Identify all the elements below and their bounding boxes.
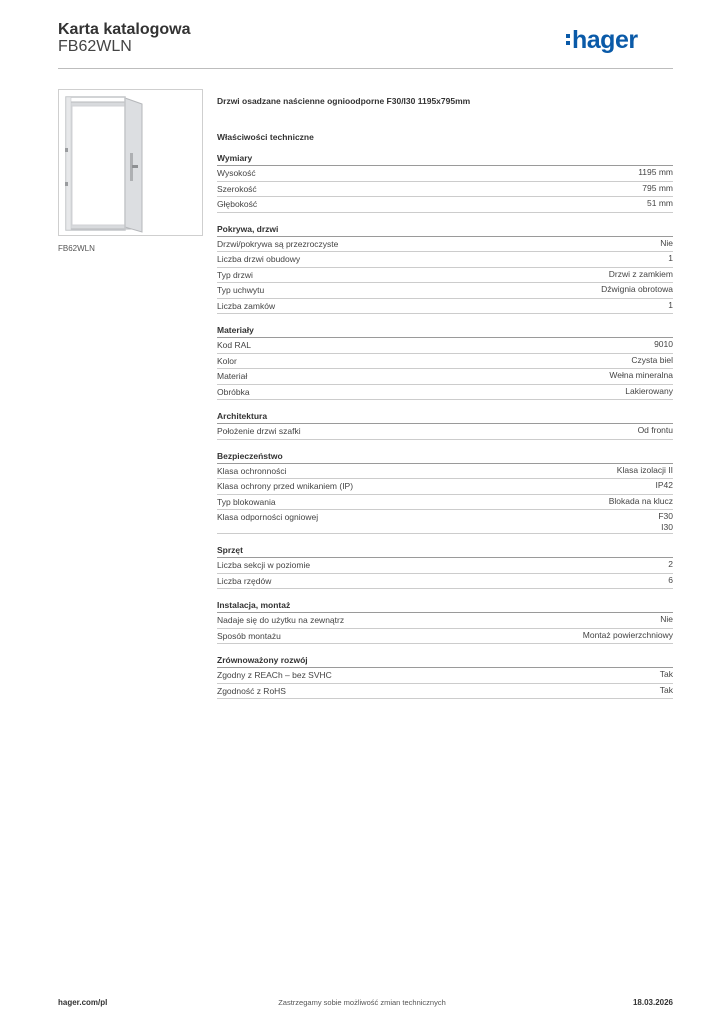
spec-value	[656, 479, 674, 494]
spec-row	[217, 268, 673, 284]
spec-row	[217, 369, 673, 385]
spec-groups	[217, 152, 673, 699]
spec-label: Drzwi/pokrywa są przezroczyste	[217, 238, 339, 249]
group-heading: Materiały	[217, 324, 673, 338]
spec-value	[647, 197, 673, 212]
spec-value-line: 6	[668, 574, 673, 585]
spec-row	[217, 464, 673, 480]
logo-text: hager	[572, 26, 638, 54]
spec-value	[625, 385, 673, 400]
spec-value-line: I30	[661, 522, 673, 532]
footer-notice: Zastrzegamy sobie możliwość zmian technicznych	[278, 998, 446, 1007]
spec-value-line: IP42	[655, 480, 673, 490]
spec-value	[660, 237, 673, 252]
spec-row	[217, 385, 673, 401]
spec-label: Nadaje się do użytku na zewnątrz	[217, 615, 345, 625]
spec-label: Liczba drzwi obudowy	[217, 254, 301, 264]
spec-group	[217, 152, 673, 213]
spec-value-line: Nie	[660, 237, 673, 248]
spec-row	[217, 558, 673, 574]
spec-row	[217, 237, 673, 253]
spec-value-line: Drzwi z zamkiem	[608, 268, 673, 279]
spec-value-line: 1195 mm	[638, 167, 673, 177]
spec-label: Liczba sekcji w poziomie	[217, 560, 311, 570]
spec-label: Liczba zamków	[217, 300, 276, 311]
spec-label: Klasa odporności ogniowej	[217, 512, 319, 522]
spec-row	[217, 338, 673, 354]
spec-value-line: 795 mm	[642, 182, 673, 193]
spec-value	[617, 464, 673, 479]
product-title: Drzwi osadzane naścienne ognioodporne F30/I30 1195x795mm	[217, 96, 471, 106]
spec-label: Głębokość	[217, 199, 258, 209]
spec-group	[217, 410, 673, 440]
spec-label: Klasa ochronności	[217, 465, 287, 476]
spec-group	[217, 223, 673, 315]
spec-label: Typ uchwytu	[217, 285, 265, 295]
spec-value-line: 1	[668, 253, 673, 263]
spec-value-line: Klasa izolacji II	[616, 464, 673, 475]
spec-value	[609, 369, 673, 384]
spec-value	[631, 354, 673, 369]
spec-group	[217, 324, 673, 400]
spec-row	[217, 424, 673, 440]
spec-value	[660, 613, 673, 628]
spec-value-line: F30	[658, 511, 673, 521]
hager-logo[interactable]	[566, 26, 638, 55]
image-caption: FB62WLN	[58, 244, 95, 253]
spec-label: Liczba rzędów	[217, 575, 272, 586]
header-divider	[58, 68, 673, 69]
spec-value	[658, 510, 673, 533]
spec-label: Zgodny z REACh – bez SVHC	[217, 670, 332, 680]
spec-row	[217, 668, 673, 684]
spec-value-line: 51 mm	[647, 198, 673, 208]
spec-value-line: Nie	[660, 614, 673, 624]
group-heading: Architektura	[217, 410, 673, 424]
group-heading: Bezpieczeństwo	[217, 450, 673, 464]
spec-label: Kolor	[217, 355, 237, 366]
cabinet-door-icon	[59, 90, 202, 235]
spec-value-line: Od frontu	[637, 425, 673, 435]
spec-value	[668, 574, 673, 589]
spec-value	[601, 283, 673, 298]
spec-row	[217, 684, 673, 700]
spec-label: Sposób montażu	[217, 630, 281, 641]
spec-value-line: Wełna mineralna	[609, 370, 673, 380]
spec-value	[609, 495, 673, 510]
spec-value-line: 9010	[654, 339, 673, 349]
spec-value	[638, 166, 673, 181]
spec-value-line: Czysta biel	[631, 354, 673, 365]
spec-label: Materiał	[217, 371, 248, 381]
spec-row	[217, 479, 673, 495]
spec-value-line: Lakierowany	[625, 385, 673, 396]
spec-row	[217, 495, 673, 511]
spec-row	[217, 197, 673, 213]
spec-row	[217, 166, 673, 182]
spec-value-line: 1	[668, 299, 673, 310]
group-heading: Instalacja, montaż	[217, 599, 673, 613]
group-heading: Wymiary	[217, 152, 673, 166]
spec-content	[217, 95, 673, 699]
spec-group	[217, 544, 673, 589]
group-heading: Zrównoważony rozwój	[217, 654, 673, 668]
spec-row	[217, 354, 673, 370]
spec-label: Typ drzwi	[217, 269, 253, 280]
spec-label: Kod RAL	[217, 340, 252, 350]
group-heading: Sprzęt	[217, 544, 673, 558]
spec-value	[668, 299, 673, 314]
spec-group	[217, 654, 673, 699]
spec-value	[660, 668, 673, 683]
footer-website-link[interactable]: hager.com/pl	[58, 998, 108, 1007]
spec-value	[642, 182, 673, 197]
spec-label: Szerokość	[217, 183, 257, 194]
spec-value-line: 2	[668, 559, 673, 569]
spec-label: Klasa ochrony przed wnikaniem (IP)	[217, 481, 354, 491]
spec-row	[217, 299, 673, 315]
spec-group	[217, 450, 673, 535]
spec-row	[217, 574, 673, 590]
spec-value-line: Montaż powierzchniowy	[582, 629, 673, 640]
spec-label: Wysokość	[217, 168, 256, 178]
group-heading: Pokrywa, drzwi	[217, 223, 673, 237]
spec-value	[668, 558, 673, 573]
spec-value	[668, 252, 673, 267]
spec-value	[583, 629, 673, 644]
spec-row	[217, 283, 673, 299]
spec-value-line: Dźwignia obrotowa	[601, 284, 673, 294]
spec-group	[217, 599, 673, 644]
spec-value	[638, 424, 673, 439]
product-image	[58, 89, 203, 236]
spec-label: Zgodność z RoHS	[217, 685, 286, 696]
spec-row	[217, 252, 673, 268]
spec-label: Typ blokowania	[217, 496, 276, 507]
spec-value-line: Tak	[659, 684, 673, 695]
header-product-code: FB62WLN	[58, 38, 132, 55]
section-heading: Właściwości techniczne	[217, 132, 314, 142]
spec-row	[217, 629, 673, 645]
spec-label: Obróbka	[217, 386, 250, 397]
logo-dots-icon	[566, 34, 570, 48]
header-title: Karta katalogowa	[58, 21, 191, 38]
spec-row	[217, 510, 673, 534]
spec-value	[609, 268, 673, 283]
spec-label: Położenie drzwi szafki	[217, 426, 301, 436]
spec-row	[217, 613, 673, 629]
footer-date: 18.03.2026	[632, 998, 673, 1007]
spec-value-line: Tak	[659, 669, 673, 679]
spec-row	[217, 182, 673, 198]
spec-value-line: Blokada na klucz	[608, 495, 673, 506]
spec-value	[660, 684, 673, 699]
spec-value	[654, 338, 673, 353]
